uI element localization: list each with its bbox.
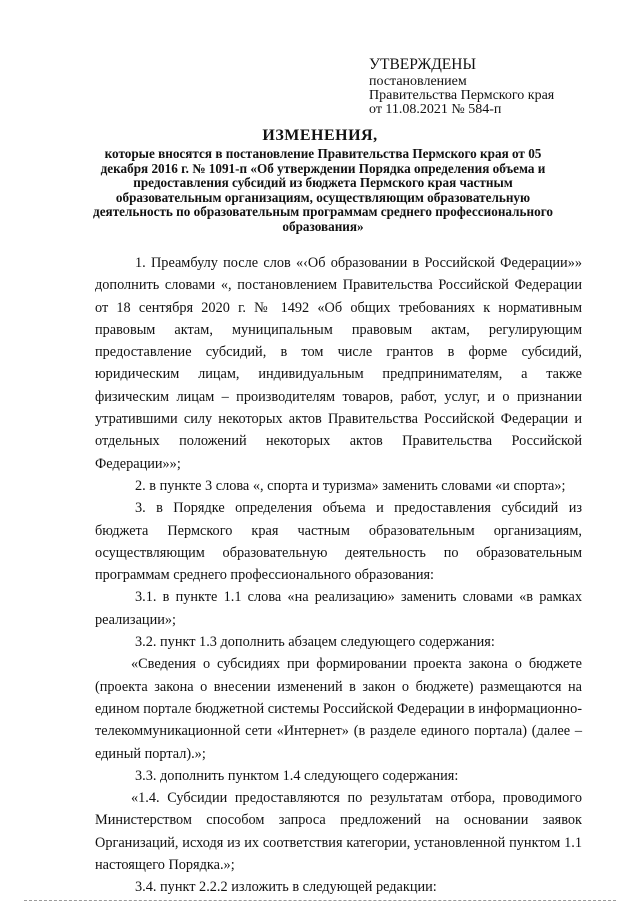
page-bottom-rule <box>24 900 616 901</box>
approval-line-2: Правительства Пермского края <box>369 88 555 103</box>
document-title: ИЗМЕНЕНИЯ, <box>262 127 378 144</box>
paragraph-3-3: 3.3. дополнить пунктом 1.4 следующего содержания: <box>135 767 459 784</box>
paragraph-2: 2. в пункте 3 слова «, спорта и туризма» заменить словами «и спорта»; <box>135 477 566 494</box>
document-subtitle: которые вносятся в постановление Правительства Пермского края от 05 декабря 2016 г. № 1091-п «Об утверждении Порядка определения объема и предоставления субсидий из бюджета Пермского края частным образовательным организациям, осуществляющим образовательную деятельность по образовательным программам среднего профессионального образования» <box>93 146 553 234</box>
approval-line-1: постановлением <box>369 74 467 89</box>
approval-line-3: от 11.08.2021 № 584-п <box>369 102 502 117</box>
approval-heading: УТВЕРЖДЕНЫ <box>369 56 476 73</box>
approval-stamp <box>369 56 554 117</box>
paragraph-3-3-quote: «1.4. Субсидии предоставляются по результатам отбора, проводимого Министерством способом запроса предложений на основании заявок Организаций, исходя из их соответствия категории, установленной пунктом 1.1 настоящего Порядка.»; <box>95 790 582 874</box>
document-body <box>95 252 582 899</box>
paragraph-3-2-quote: «Сведения о субсидиях при формировании проекта закона о бюджете (проекта закона о внесении изменений в закон о бюджете) размещаются на едином портале бюджетной системы Российской Федерации в информационно-телекоммуникационной сети «Интернет» (в разделе единого портала) (далее – единый портал).»; <box>95 656 582 762</box>
paragraph-3-2: 3.2. пункт 1.3 дополнить абзацем следующего содержания: <box>135 634 495 651</box>
paragraph-1: 1. Преамбулу после слов «‹Об образовании в Российской Федерации»» дополнить словами «, постановлением Правительства Российской Федерации от 18 сентября 2020 г. № 1492 «Об общих требованиях к нормативным правовым актам, муниципальным правовым актам, регулирующим предоставление субсидий, в том числе грантов в форме субсидий, юридическим лицам, индивидуальным предпринимателям, а также физическим лицам – производителям товаров, работ, услуг, и о признании утратившими силу некоторых актов Правительства Российской Федерации и отдельных положений некоторых актов Правительства Российской Федерации»»; <box>95 255 582 472</box>
paragraph-3-1: 3.1. в пункте 1.1 слова «на реализацию» заменить словами «в рамках реализации»; <box>95 589 582 628</box>
paragraph-3-4: 3.4. пункт 2.2.2 изложить в следующей редакции: <box>135 879 437 896</box>
paragraph-3: 3. в Порядке определения объема и предоставления субсидий из бюджета Пермского края частным образовательным организациям, осуществляющим образовательную деятельность по образовательным программам среднего профессионального образования: <box>95 500 582 584</box>
